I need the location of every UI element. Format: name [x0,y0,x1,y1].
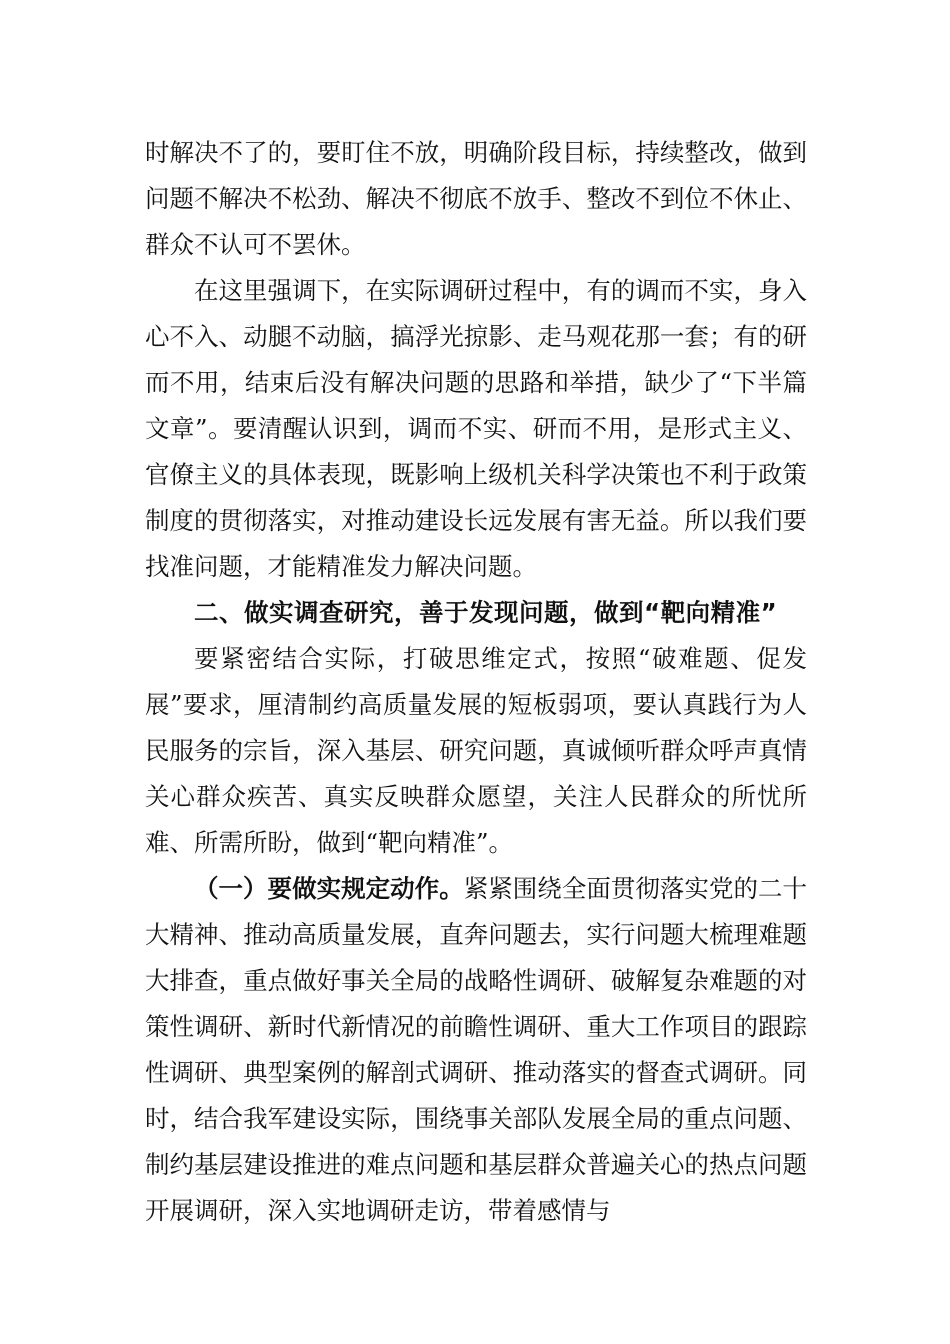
paragraph-emphasis: 在这里强调下，在实际调研过程中，有的调而不实，身入心不入、动腿不动脑，搞浮光掠影、走马观花那一套；有的研而不用，结束后没有解决问题的思路和举措，缺少了“下半篇文章”。要清醒认识到，调而不实、研而不用，是形式主义、官僚主义的具体表现，既影响上级机关科学决策也不利于政策制度的贯彻落实，对推动建设长远发展有害无益。所以我们要找准问题，才能精准发力解决问题。 [145,276,807,581]
section-heading-2: 二、做实调查研究，善于发现问题，做到“靶向精准” [194,598,778,627]
document-page [145,130,807,1234]
paragraph-section-intro: 要紧密结合实际，打破思维定式，按照“破难题、促发展”要求，厘清制约高质量发展的短板弱项，要认真践行为人民服务的宗旨，深入基层、研究问题，真诚倾听群众呼声真情关心群众疾苦、真实反映群众愿望，关注人民群众的所忧所难、所需所盼，做到“靶向精准”。 [145,644,807,857]
paragraph-continued: 时解决不了的，要盯住不放，明确阶段目标，持续整改，做到问题不解决不松劲、解决不彻底不放手、整改不到位不休止、群众不认可不罢休。 [145,138,807,259]
subsection-1-body: 紧紧围绕全面贯彻落实党的二十大精神、推动高质量发展，直奔问题去，实行问题大梳理难题大排查，重点做好事关全局的战略性调研、破解复杂难题的对策性调研、新时代新情况的前瞻性调研、重大工作项目的跟踪性调研、典型案例的解剖式调研、推动落实的督查式调研。同时，结合我军建设实际，围绕事关部队发展全局的重点问题、制约基层建设推进的难点问题和基层群众普遍关心的热点问题开展调研，深入实地调研走访，带着感情与 [145,874,808,1225]
paragraph-subsection-1 [145,866,807,1234]
subsection-1-lead: （一）要做实规定动作。 [194,874,464,903]
